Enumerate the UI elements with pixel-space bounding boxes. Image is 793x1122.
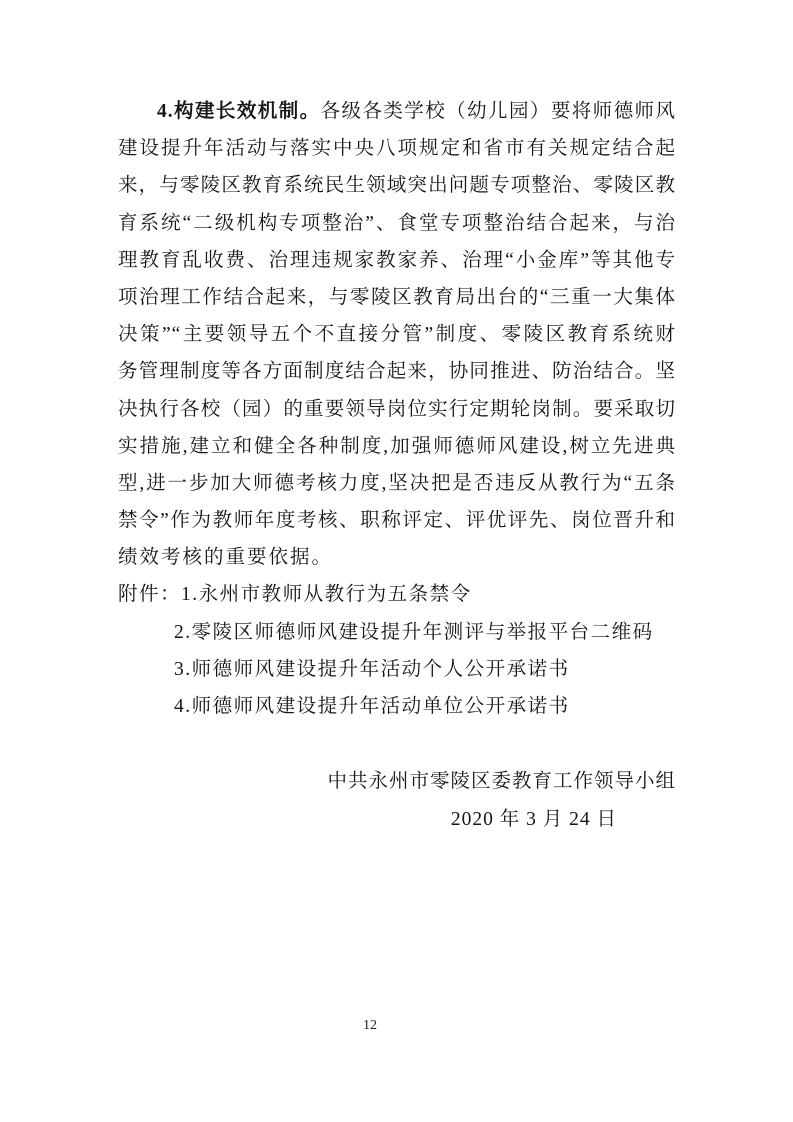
paragraph-line: 决策”“主要领导五个不直接分管”制度、零陵区教育系统财 bbox=[118, 324, 676, 346]
signature-block bbox=[316, 763, 676, 838]
paragraph-lead-text: 各级各类学校（幼儿园）要将师德师风 bbox=[320, 101, 676, 122]
attachment-item-3: 3.师德师风建设提升年活动个人公开承诺书 bbox=[174, 658, 570, 680]
paragraph-line: 务管理制度等各方面制度结合起来，协同推进、防治结合。坚 bbox=[118, 361, 676, 383]
attachments-first-line bbox=[118, 576, 676, 613]
paragraph-line: 理教育乱收费、治理违规家教家养、治理“小金库”等其他专 bbox=[118, 249, 676, 271]
signature-date: 2020 年 3 月 24 日 bbox=[450, 808, 617, 830]
document-body bbox=[118, 93, 676, 725]
paragraph-line: 实措施,建立和健全各种制度,加强师德师风建设,树立先进典 bbox=[118, 435, 676, 457]
attachments-label: 附件： bbox=[118, 584, 182, 606]
attachment-item-2: 2.零陵区师德师风建设提升年测评与举报平台二维码 bbox=[174, 621, 654, 643]
signature-organization: 中共永州市零陵区委教育工作领导小组 bbox=[327, 771, 676, 792]
paragraph-line: 型,进一步加大师德考核力度,坚决把是否违反从教行为“五条 bbox=[118, 472, 676, 494]
paragraph-line: 育系统“二级机构专项整治”、食堂专项整治结合起来，与治 bbox=[118, 212, 676, 234]
paragraph-line: 决执行各校（园）的重要领导岗位实行定期轮岗制。要采取切 bbox=[118, 398, 676, 420]
page-number: 12 bbox=[363, 1018, 377, 1033]
paragraph-line: 禁令”作为教师年度考核、职称评定、评优评先、岗位晋升和 bbox=[118, 510, 676, 532]
paragraph-line: 项治理工作结合起来，与零陵区教育局出台的“三重一大集体 bbox=[118, 286, 676, 308]
paragraph-heading: 4.构建长效机制。 bbox=[157, 101, 321, 122]
attachment-item-1: 1.永州市教师从教行为五条禁令 bbox=[181, 584, 472, 606]
paragraph-line: 建设提升年活动与落实中央八项规定和省市有关规定结合起 bbox=[118, 138, 676, 160]
paragraph-last-line: 绩效考核的重要依据。 bbox=[118, 547, 334, 569]
attachment-item-4: 4.师德师风建设提升年活动单位公开承诺书 bbox=[174, 696, 570, 717]
paragraph-line: 来，与零陵区教育系统民生领域突出问题专项整治、零陵区教 bbox=[118, 175, 676, 197]
paragraph-lead-line bbox=[118, 93, 676, 130]
paragraph-lines bbox=[118, 130, 676, 539]
